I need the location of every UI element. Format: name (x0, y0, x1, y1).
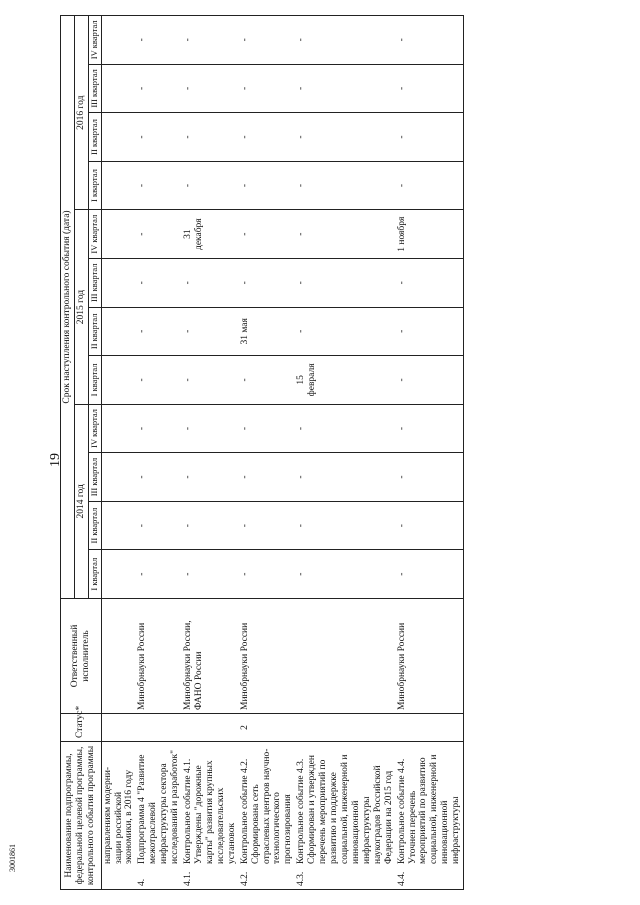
row-name: Контрольное событие 4.3. Сформирован и утвержден перечень мероприятий по развитию и поддержке социальной, инженерной и инновационной инфраструктуры наукоградов Российской Федерации на 2015 год (296, 754, 394, 864)
table-row (182, 16, 239, 890)
quarter-cell: - (396, 501, 464, 550)
header-year: 2014 год (74, 404, 88, 598)
row-number: 4. (137, 878, 148, 886)
row-name-cell (182, 742, 239, 890)
quarter-cell: - (396, 113, 464, 162)
row-status (136, 714, 182, 742)
quarter-cell: - (136, 356, 182, 405)
row-name-cell (396, 742, 464, 890)
header-quarter: II квартал (88, 501, 101, 550)
row-name: Подпрограмма 4 "Развитие межотраслевой инфраструктуры сектора исследований и разработок" (137, 749, 181, 864)
quarter-cell: - (295, 307, 395, 356)
quarter-cell: 31 декабря (182, 210, 239, 259)
table-row (136, 16, 182, 890)
row-name-cell (295, 742, 395, 890)
row-status (396, 714, 464, 742)
quarter-cell: - (396, 258, 464, 307)
quarter-cell: - (182, 453, 239, 502)
header-quarter: IV квартал (88, 16, 101, 65)
header-name: Наименование подпрограммы, федеральной целевой программы, контрольного события программы (61, 742, 102, 890)
quarter-cell: - (136, 501, 182, 550)
quarter-cell: - (396, 453, 464, 502)
table-body (101, 16, 464, 890)
header-year: 2015 год (74, 210, 88, 404)
quarter-cell: - (396, 64, 464, 113)
quarter-cell: - (136, 161, 182, 210)
quarter-cell: - (295, 16, 395, 65)
quarter-cell (101, 453, 136, 502)
row-status (101, 714, 136, 742)
row-executor (295, 599, 395, 714)
quarter-cell: - (182, 550, 239, 599)
header-executor: Ответственный исполнитель (61, 599, 102, 714)
header-quarter: III квартал (88, 64, 101, 113)
quarter-cell (101, 113, 136, 162)
quarter-cell (101, 404, 136, 453)
quarter-cell: - (239, 356, 296, 405)
quarter-cell: - (239, 161, 296, 210)
quarter-cell: - (182, 161, 239, 210)
quarter-cell (101, 16, 136, 65)
header-quarter: III квартал (88, 453, 101, 502)
quarter-cell: - (239, 550, 296, 599)
row-number: 4.2. (239, 871, 250, 886)
row-name-cell (101, 742, 136, 890)
quarter-cell (101, 550, 136, 599)
quarter-cell: - (239, 64, 296, 113)
table-row (295, 16, 395, 890)
quarter-cell: - (396, 16, 464, 65)
header-deadline: Срок наступления контрольного события (дата) (61, 16, 75, 599)
quarter-cell: - (136, 258, 182, 307)
quarter-cell: - (136, 16, 182, 65)
quarter-cell (101, 501, 136, 550)
row-status (182, 714, 239, 742)
quarter-cell: - (182, 258, 239, 307)
page-number: 19 (48, 453, 63, 467)
row-name-cell (239, 742, 296, 890)
quarter-cell (101, 64, 136, 113)
quarter-cell: - (239, 453, 296, 502)
quarter-cell: - (295, 453, 395, 502)
header-quarter: IV квартал (88, 404, 101, 453)
quarter-cell: - (182, 113, 239, 162)
quarter-cell (101, 307, 136, 356)
row-executor (101, 599, 136, 714)
row-name-cell (136, 742, 182, 890)
header-quarter: III квартал (88, 258, 101, 307)
quarter-cell: - (182, 404, 239, 453)
quarter-cell: - (295, 501, 395, 550)
document-id: 3001861 (8, 844, 17, 872)
quarter-cell: - (396, 404, 464, 453)
row-number: 4.4. (396, 871, 407, 886)
quarter-cell: - (239, 210, 296, 259)
header-quarter: I квартал (88, 356, 101, 405)
quarter-cell: - (239, 16, 296, 65)
quarter-cell: - (182, 64, 239, 113)
header-quarter: II квартал (88, 113, 101, 162)
quarter-cell (101, 356, 136, 405)
row-executor: Минобрнауки России (239, 599, 296, 714)
row-name: Контрольное событие 4.2. Сформирована сеть отраслевых центров научно-технологического прогнозирования (239, 748, 294, 864)
quarter-cell: 31 мая (239, 307, 296, 356)
quarter-cell: - (136, 64, 182, 113)
quarter-cell: - (182, 16, 239, 65)
table-row (239, 16, 296, 890)
quarter-cell: - (182, 307, 239, 356)
quarter-cell: - (295, 258, 395, 307)
row-executor: Минобрнауки России (136, 599, 182, 714)
quarter-cell: - (396, 356, 464, 405)
row-executor: Минобрнауки России, ФАНО России (182, 599, 239, 714)
quarter-cell: - (136, 210, 182, 259)
quarter-cell: - (182, 501, 239, 550)
header-status: Статус* (61, 714, 102, 742)
quarter-cell (101, 210, 136, 259)
quarter-cell: - (295, 64, 395, 113)
quarter-cell: - (295, 161, 395, 210)
row-status: 2 (239, 714, 296, 742)
header-quarter: IV квартал (88, 210, 101, 259)
quarter-cell: - (295, 113, 395, 162)
quarter-cell: - (136, 550, 182, 599)
quarter-cell: - (396, 550, 464, 599)
quarter-cell (101, 161, 136, 210)
quarter-cell: - (295, 210, 395, 259)
row-name: Контрольное событие 4.1. Утверждены "дорожные карты" развития крупных исследовательских установок (183, 758, 237, 864)
row-executor: Минобрнауки России (396, 599, 464, 714)
quarter-cell: - (239, 258, 296, 307)
quarter-cell: - (136, 404, 182, 453)
row-name: Контрольное событие 4.4. Уточнен перечень мероприятий по развитию социальной, инженерной и инновационной инфраструктуры (396, 754, 462, 864)
row-status (295, 714, 395, 742)
quarter-cell (101, 258, 136, 307)
quarter-cell: - (396, 161, 464, 210)
quarter-cell: - (396, 307, 464, 356)
table-row (101, 16, 136, 890)
quarter-cell: - (136, 453, 182, 502)
quarter-cell: - (182, 356, 239, 405)
header-quarter: I квартал (88, 161, 101, 210)
row-number: 4.1. (183, 871, 194, 886)
row-name: направлениям модерни-зации российской экономики, в 2016 году (102, 766, 135, 864)
quarter-cell: 15 февраля (295, 356, 395, 405)
row-number: 4.3. (296, 871, 307, 886)
quarter-cell: - (239, 113, 296, 162)
quarter-cell: - (239, 404, 296, 453)
quarter-cell: - (239, 501, 296, 550)
header-year: 2016 год (74, 16, 88, 210)
quarter-cell: - (295, 404, 395, 453)
quarter-cell: - (295, 550, 395, 599)
header-quarter: I квартал (88, 550, 101, 599)
quarter-cell: 1 ноября (396, 210, 464, 259)
quarter-cell: - (136, 113, 182, 162)
rotated-table-container (60, 15, 620, 890)
header-quarter: II квартал (88, 307, 101, 356)
quarter-cell: - (136, 307, 182, 356)
table-row (396, 16, 464, 890)
control-events-table (60, 15, 464, 890)
